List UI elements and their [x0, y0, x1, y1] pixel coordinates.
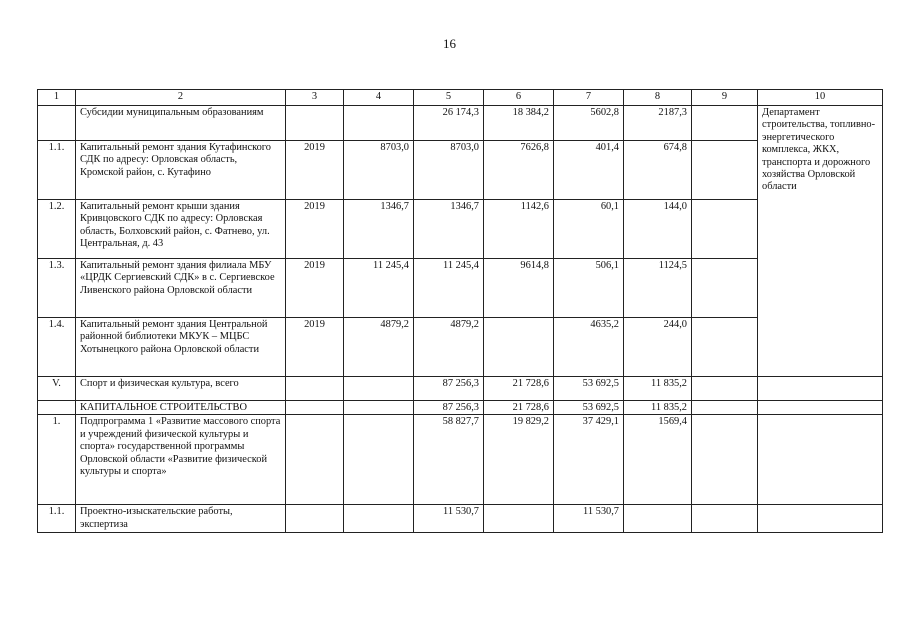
header-cell: 5 [414, 90, 484, 106]
row-col4 [344, 415, 414, 505]
header-cell: 10 [758, 90, 883, 106]
row-col5: 1346,7 [414, 200, 484, 259]
row-name: Спорт и физическая культура, всего [76, 377, 286, 401]
row-name: Субсидии муниципальным образованиям [76, 106, 286, 141]
row-col5: 58 827,7 [414, 415, 484, 505]
row-col7: 60,1 [554, 200, 624, 259]
row-col5: 8703,0 [414, 141, 484, 200]
table-row [38, 505, 883, 533]
row-col7: 53 692,5 [554, 377, 624, 401]
row-col4: 1346,7 [344, 200, 414, 259]
row-number: V. [38, 377, 76, 401]
header-cell: 7 [554, 90, 624, 106]
row-number: 1. [38, 415, 76, 505]
row-col10 [758, 377, 883, 401]
row-col4: 11 245,4 [344, 259, 414, 318]
header-cell: 8 [624, 90, 692, 106]
table-row [38, 377, 883, 401]
row-col9 [692, 505, 758, 533]
row-year [286, 415, 344, 505]
row-col8: 144,0 [624, 200, 692, 259]
row-col5: 11 530,7 [414, 505, 484, 533]
row-col7: 5602,8 [554, 106, 624, 141]
table-row [38, 415, 883, 505]
row-col7: 37 429,1 [554, 415, 624, 505]
header-row [38, 90, 883, 106]
row-year [286, 505, 344, 533]
row-col8: 11 835,2 [624, 401, 692, 415]
header-cell: 1 [38, 90, 76, 106]
header-cell: 2 [76, 90, 286, 106]
row-col4 [344, 401, 414, 415]
row-year [286, 401, 344, 415]
row-col9 [692, 377, 758, 401]
page-number: 16 [443, 36, 456, 51]
row-number: 1.1. [38, 141, 76, 200]
row-col8: 11 835,2 [624, 377, 692, 401]
row-col9 [692, 401, 758, 415]
row-col7: 53 692,5 [554, 401, 624, 415]
row-col5: 87 256,3 [414, 401, 484, 415]
table-row [38, 106, 883, 141]
row-col8: 674,8 [624, 141, 692, 200]
row-name: Проектно-изыскательские работы, экспертиза [76, 505, 286, 533]
row-col7: 506,1 [554, 259, 624, 318]
table-row [38, 141, 883, 200]
row-col8: 1124,5 [624, 259, 692, 318]
row-col10 [758, 401, 883, 415]
row-year: 2019 [286, 259, 344, 318]
row-col4 [344, 377, 414, 401]
row-name: Капитальный ремонт здания Центральной районной библиотеки МКУК – МЦБС Хотынецкого района Орловской области [76, 318, 286, 377]
row-name: Капитальный ремонт здания Кутафинского СДК по адресу: Орловская область, Кромской район, с. Кутафино [76, 141, 286, 200]
budget-table [37, 89, 883, 533]
row-col6: 9614,8 [484, 259, 554, 318]
row-number: 1.4. [38, 318, 76, 377]
row-year [286, 106, 344, 141]
row-col8: 244,0 [624, 318, 692, 377]
row-number: 1.2. [38, 200, 76, 259]
header-cell: 9 [692, 90, 758, 106]
table-row [38, 318, 883, 377]
row-name: Подпрограмма 1 «Развитие массового спорта и учреждений физической культуры и спорта» государственной программы Орловской области «Развитие физической культуры и спорта» [76, 415, 286, 505]
row-col8: 2187,3 [624, 106, 692, 141]
row-year: 2019 [286, 141, 344, 200]
table-row [38, 259, 883, 318]
row-year: 2019 [286, 318, 344, 377]
row-number: 1.1. [38, 505, 76, 533]
header-cell: 4 [344, 90, 414, 106]
row-col9 [692, 259, 758, 318]
row-name: Капитальный ремонт здания филиала МБУ «ЦРДК Сергиевский СДК» в с. Сергиевское Ливенского района Орловской области [76, 259, 286, 318]
row-col5: 26 174,3 [414, 106, 484, 141]
row-col7: 4635,2 [554, 318, 624, 377]
row-col8 [624, 505, 692, 533]
row-col6: 1142,6 [484, 200, 554, 259]
row-col10 [758, 415, 883, 505]
row-number [38, 401, 76, 415]
row-col9 [692, 318, 758, 377]
row-name: Капитальный ремонт крыши здания Кривцовского СДК по адресу: Орловская область, Болховский район, с. Фатнево, ул. Центральная, д. 43 [76, 200, 286, 259]
row-year [286, 377, 344, 401]
table-row [38, 200, 883, 259]
row-col5: 11 245,4 [414, 259, 484, 318]
row-col4 [344, 106, 414, 141]
row-col9 [692, 200, 758, 259]
row-col10 [758, 505, 883, 533]
row-col4: 8703,0 [344, 141, 414, 200]
row-number [38, 106, 76, 141]
row-col9 [692, 415, 758, 505]
header-cell: 3 [286, 90, 344, 106]
row-col5: 87 256,3 [414, 377, 484, 401]
row-col4 [344, 505, 414, 533]
row-col5: 4879,2 [414, 318, 484, 377]
row-col6: 18 384,2 [484, 106, 554, 141]
row-col6: 21 728,6 [484, 377, 554, 401]
row-col6: 21 728,6 [484, 401, 554, 415]
row-col7: 11 530,7 [554, 505, 624, 533]
row-number: 1.3. [38, 259, 76, 318]
row-col9 [692, 106, 758, 141]
row-col8: 1569,4 [624, 415, 692, 505]
table-row [38, 401, 883, 415]
header-cell: 6 [484, 90, 554, 106]
row-col4: 4879,2 [344, 318, 414, 377]
row-name: КАПИТАЛЬНОЕ СТРОИТЕЛЬСТВО [76, 401, 286, 415]
row-year: 2019 [286, 200, 344, 259]
row-col7: 401,4 [554, 141, 624, 200]
department-cell: Департамент строительства, топливно-энергетического комплекса, ЖКХ, транспорта и дорожного хозяйства Орловской области [758, 106, 883, 377]
row-col6: 19 829,2 [484, 415, 554, 505]
row-col9 [692, 141, 758, 200]
row-col6 [484, 318, 554, 377]
row-col6: 7626,8 [484, 141, 554, 200]
row-col6 [484, 505, 554, 533]
